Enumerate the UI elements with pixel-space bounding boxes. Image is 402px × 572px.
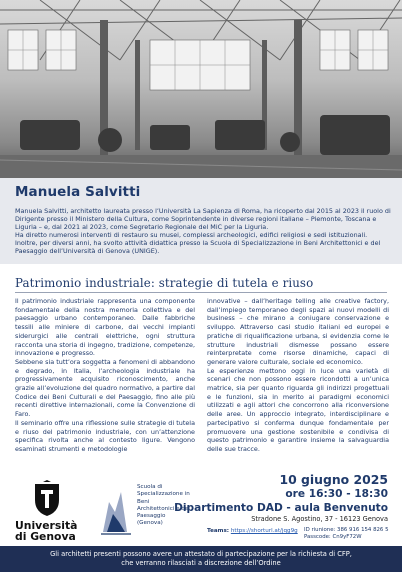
abstract-right-column (207, 297, 389, 454)
industrial-hall-illustration (0, 0, 402, 178)
university-logo (15, 480, 85, 542)
header-photo-industrial-hall (0, 0, 402, 178)
university-name (15, 520, 87, 542)
teams-label: Teams: (207, 528, 230, 534)
university-name-line: di Genova (15, 530, 76, 543)
abstract-paragraph: Il patrimonio industriale rappresenta una componente fondamentale della nostra memoria collettiva e del paesaggio urbano contemporaneo. Dalle fabbriche tessili alle miniere di carbone, dai vecchi impianti siderurgici alle centrali elettriche, ogni struttura racconta una storia di ingegno, tradizione, competenze, innovazione e progresso. (15, 297, 195, 358)
speaker-bio-paragraph: Ha diretto numerosi interventi di restauro su musei, complessi archeologici, edifici religiosi e sedi istituzionali. (15, 231, 368, 240)
school-name-line: Architettonici e del (137, 505, 190, 512)
teams-meeting-details (304, 527, 389, 541)
teams-info (207, 528, 298, 534)
school-name-line: (Genova) (137, 520, 163, 527)
school-name-line: Scuola di (137, 484, 163, 490)
school-name-line: Paesaggio (137, 513, 166, 520)
event-venue: Dipartimento DAD - aula Benvenuto (174, 502, 388, 514)
university-crest-icon (27, 480, 67, 518)
abstract-paragraph: Sebbene sia tutt’ora soggetta a fenomeni di abbandono e degrado, in Italia, l’archeologia industriale ha progressivamente acquisito riconoscimento, anche grazie all’evoluzione del quadro normativo, a partire dal Codice dei Beni Culturali e del Paesaggio, fino alle più recenti direttive internazionali, come la Convenzione di Faro. (15, 357, 195, 419)
teams-link[interactable]: https://shorturl.at/jqg9g (230, 528, 298, 534)
abstract-paragraph: Il seminario offre una riflessione sulle strategie di tutela e riuso del patrimonio industriale, con un’attenzione specifica rivolta anche al contesto ligure. Vengono esaminati strumenti e metodologie (15, 418, 195, 453)
abstract-paragraph: Le esperienze mettono oggi in luce una varietà di scenari che non possono essere ricondotti a un’unica matrice, sia per quanto riguarda gli indirizzi progettuali e le funzioni, sia in merito ai paradigmi economici utilizzati e agli attori che concorrono alla riconversione delle aree. Un approccio integrato, interdisciplinare e partecipativo si conferma dunque fondamentale per promuovere una gestione sostenibile e condivisa di questo patrimonio e garantire insieme la salvaguardia delle sue tracce. (207, 366, 389, 453)
teams-passcode: Passcode: Cn9yF72W (304, 534, 362, 540)
school-emblem-icon (97, 482, 135, 540)
abstract-paragraph: innovative – dall’heritage telling alle creative factory, dall’impiego temporaneo degli spazi ai nuovi modelli di business – che mirano a coniugare conservazione e sviluppo. Attraverso casi studio italiani ed europei e pratiche di riqualificazione urbana, si evidenzia come le strutture industriali dismesse possano essere reinterpretate come risorse dinamiche, capaci di generare valore culturale, sociale ed economico. (207, 297, 389, 366)
speaker-name: Manuela Salvitti (15, 184, 141, 200)
talk-title: Patrimonio industriale: strategie di tutela e riuso (15, 276, 314, 290)
title-divider (15, 292, 387, 293)
event-address: Stradone S. Agostino, 37 - 16123 Genova (251, 515, 388, 523)
teams-meeting-id: ID riunione: 386 916 154 826 5 (304, 527, 389, 533)
school-name-line: Specializzazione in (137, 491, 190, 498)
university-name-line: Università (15, 519, 78, 532)
event-info (174, 472, 388, 524)
speaker-bio (15, 207, 391, 256)
footer-line: Gli architetti presenti possono avere un attestato di partecipazione per la richiesta di CFP, (50, 550, 352, 558)
footer-line: che verranno rilasciati a discrezione dell’Ordine (121, 559, 281, 567)
school-name-line: Beni (137, 498, 150, 505)
speaker-bio-paragraph: Inoltre, per diversi anni, ha svolto attività didattica presso la Scuola di Specializzazione in Beni Architettonici e del Paesaggio dell’Università di Genova (UNIGE). (15, 239, 381, 256)
speaker-bio-paragraph: Manuela Salvitti, architetto laureata presso l’Università La Sapienza di Roma, ha ricoperto dal 2015 al 2023 il ruolo di Dirigente presso il Ministero della Cultura, come Soprintendente in diverse regioni italiane – Piemonte, Toscana e Liguria – e, dal 2021 al 2023, come Segretario Regionale del MiC per la Liguria. (15, 207, 391, 232)
abstract-left-column (15, 297, 195, 454)
event-date: 10 giugno 2025 (279, 472, 388, 487)
speaker-bio-section (0, 178, 402, 264)
footer-banner (0, 546, 402, 572)
event-time: ore 16:30 - 18:30 (285, 488, 388, 500)
